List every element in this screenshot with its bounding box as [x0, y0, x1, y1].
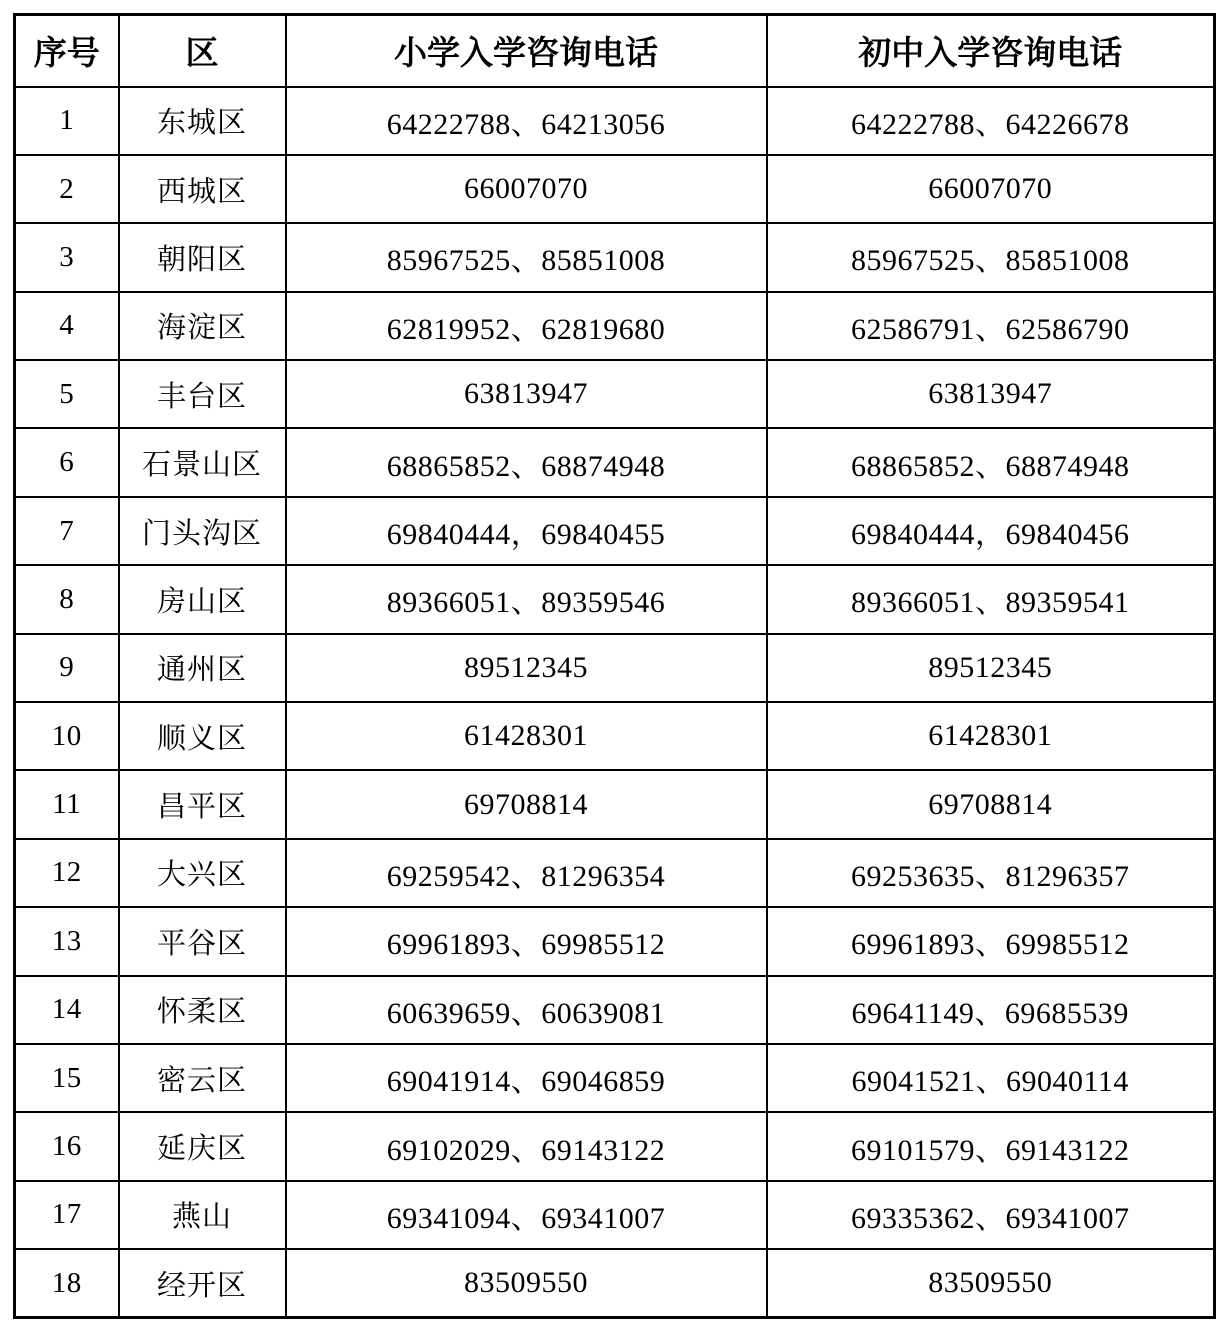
cell-serial-number: 6: [15, 428, 119, 496]
cell-middle-school-phone: 69708814: [767, 770, 1215, 838]
cell-district: 怀柔区: [119, 976, 286, 1044]
table-row: [15, 1112, 1215, 1180]
cell-middle-school-phone: 66007070: [767, 155, 1215, 223]
table-header-row: [15, 15, 1215, 87]
table-row: [15, 634, 1215, 702]
cell-middle-school-phone: 69335362、69341007: [767, 1181, 1215, 1249]
cell-district: 西城区: [119, 155, 286, 223]
table-row: [15, 907, 1215, 975]
cell-primary-school-phone: 60639659、60639081: [286, 976, 767, 1044]
cell-primary-school-phone: 66007070: [286, 155, 767, 223]
cell-serial-number: 2: [15, 155, 119, 223]
cell-middle-school-phone: 68865852、68874948: [767, 428, 1215, 496]
table-row: [15, 1181, 1215, 1249]
cell-district: 经开区: [119, 1249, 286, 1317]
cell-primary-school-phone: 89366051、89359546: [286, 565, 767, 633]
cell-district: 门头沟区: [119, 497, 286, 565]
cell-primary-school-phone: 69708814: [286, 770, 767, 838]
cell-district: 丰台区: [119, 360, 286, 428]
cell-district: 东城区: [119, 87, 286, 155]
cell-serial-number: 16: [15, 1112, 119, 1180]
cell-primary-school-phone: 69840444，69840455: [286, 497, 767, 565]
cell-serial-number: 14: [15, 976, 119, 1044]
cell-middle-school-phone: 69961893、69985512: [767, 907, 1215, 975]
cell-primary-school-phone: 69102029、69143122: [286, 1112, 767, 1180]
cell-district: 石景山区: [119, 428, 286, 496]
table-row: [15, 1249, 1215, 1317]
cell-serial-number: 5: [15, 360, 119, 428]
cell-primary-school-phone: 89512345: [286, 634, 767, 702]
cell-primary-school-phone: 69041914、69046859: [286, 1044, 767, 1112]
cell-district: 燕山: [119, 1181, 286, 1249]
cell-district: 大兴区: [119, 839, 286, 907]
table-row: [15, 292, 1215, 360]
cell-primary-school-phone: 69961893、69985512: [286, 907, 767, 975]
cell-primary-school-phone: 62819952、62819680: [286, 292, 767, 360]
cell-district: 通州区: [119, 634, 286, 702]
header-primary-school-phone: 小学入学咨询电话: [286, 15, 767, 87]
header-serial-number: 序号: [15, 15, 119, 87]
cell-primary-school-phone: 83509550: [286, 1249, 767, 1317]
table-row: [15, 360, 1215, 428]
table-row: [15, 155, 1215, 223]
cell-serial-number: 11: [15, 770, 119, 838]
cell-serial-number: 7: [15, 497, 119, 565]
cell-middle-school-phone: 69041521、69040114: [767, 1044, 1215, 1112]
cell-primary-school-phone: 63813947: [286, 360, 767, 428]
cell-middle-school-phone: 83509550: [767, 1249, 1215, 1317]
table-row: [15, 223, 1215, 291]
cell-middle-school-phone: 64222788、64226678: [767, 87, 1215, 155]
cell-middle-school-phone: 89366051、89359541: [767, 565, 1215, 633]
table-row: [15, 497, 1215, 565]
table-row: [15, 976, 1215, 1044]
cell-serial-number: 13: [15, 907, 119, 975]
cell-serial-number: 10: [15, 702, 119, 770]
cell-serial-number: 1: [15, 87, 119, 155]
cell-serial-number: 8: [15, 565, 119, 633]
cell-primary-school-phone: 85967525、85851008: [286, 223, 767, 291]
header-middle-school-phone: 初中入学咨询电话: [767, 15, 1215, 87]
cell-middle-school-phone: 89512345: [767, 634, 1215, 702]
cell-primary-school-phone: 69341094、69341007: [286, 1181, 767, 1249]
cell-district: 昌平区: [119, 770, 286, 838]
table-row: [15, 87, 1215, 155]
cell-primary-school-phone: 64222788、64213056: [286, 87, 767, 155]
table-row: [15, 770, 1215, 838]
table-row: [15, 428, 1215, 496]
cell-serial-number: 17: [15, 1181, 119, 1249]
cell-serial-number: 3: [15, 223, 119, 291]
cell-district: 延庆区: [119, 1112, 286, 1180]
cell-serial-number: 9: [15, 634, 119, 702]
cell-serial-number: 12: [15, 839, 119, 907]
table-row: [15, 839, 1215, 907]
table-row: [15, 565, 1215, 633]
cell-middle-school-phone: 69101579、69143122: [767, 1112, 1215, 1180]
cell-middle-school-phone: 69253635、81296357: [767, 839, 1215, 907]
cell-middle-school-phone: 61428301: [767, 702, 1215, 770]
cell-district: 朝阳区: [119, 223, 286, 291]
cell-primary-school-phone: 68865852、68874948: [286, 428, 767, 496]
cell-middle-school-phone: 85967525、85851008: [767, 223, 1215, 291]
cell-primary-school-phone: 69259542、81296354: [286, 839, 767, 907]
table-body: [15, 87, 1215, 1318]
cell-middle-school-phone: 69641149、69685539: [767, 976, 1215, 1044]
table-row: [15, 702, 1215, 770]
enrollment-phone-table: [13, 13, 1216, 1319]
table-row: [15, 1044, 1215, 1112]
cell-serial-number: 15: [15, 1044, 119, 1112]
cell-serial-number: 4: [15, 292, 119, 360]
cell-middle-school-phone: 69840444，69840456: [767, 497, 1215, 565]
cell-primary-school-phone: 61428301: [286, 702, 767, 770]
cell-district: 顺义区: [119, 702, 286, 770]
cell-district: 海淀区: [119, 292, 286, 360]
cell-middle-school-phone: 63813947: [767, 360, 1215, 428]
cell-middle-school-phone: 62586791、62586790: [767, 292, 1215, 360]
header-district: 区: [119, 15, 286, 87]
cell-serial-number: 18: [15, 1249, 119, 1317]
cell-district: 密云区: [119, 1044, 286, 1112]
cell-district: 房山区: [119, 565, 286, 633]
cell-district: 平谷区: [119, 907, 286, 975]
